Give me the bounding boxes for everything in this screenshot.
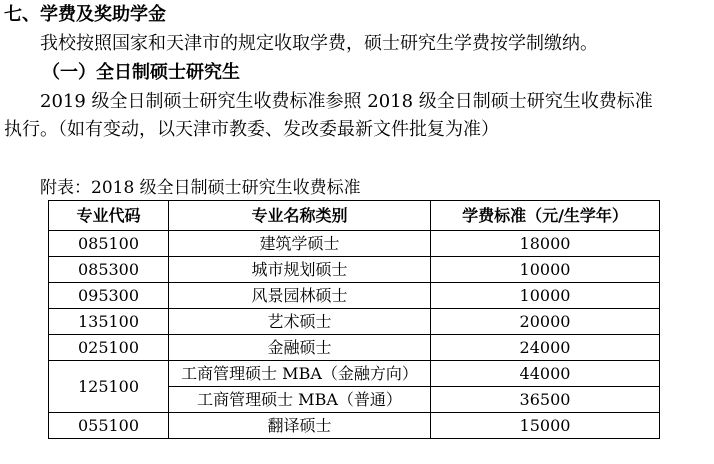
cell-name: 艺术硕士	[169, 309, 431, 335]
cell-name: 建筑学硕士	[169, 231, 431, 257]
cell-name: 翻译硕士	[169, 413, 431, 439]
cell-fee: 10000	[431, 257, 660, 283]
table-row	[49, 361, 660, 387]
table-caption: 附表：2018 级全日制硕士研究生收费标准	[40, 178, 361, 198]
fee-paragraph-line1: 2019 级全日制硕士研究生收费标准参照 2018 级全日制硕士研究生收费标准	[40, 91, 653, 112]
table-row	[49, 335, 660, 361]
subsection-title: （一）全日制硕士研究生	[42, 62, 240, 83]
cell-code: 085300	[49, 257, 169, 283]
cell-fee: 10000	[431, 283, 660, 309]
cell-code: 025100	[49, 335, 169, 361]
cell-fee: 20000	[431, 309, 660, 335]
cell-name: 工商管理硕士 MBA（普通）	[169, 387, 431, 413]
header-fee: 学费标准（元/生学年）	[431, 201, 660, 231]
cell-code: 125100	[49, 361, 169, 413]
cell-name: 工商管理硕士 MBA（金融方向）	[169, 361, 431, 387]
cell-name: 金融硕士	[169, 335, 431, 361]
cell-fee: 44000	[431, 361, 660, 387]
fee-table	[48, 200, 660, 439]
intro-paragraph: 我校按照国家和天津市的规定收取学费，硕士研究生学费按学制缴纳。	[40, 33, 598, 54]
section-title: 七、学费及奖助学金	[4, 4, 166, 25]
cell-name: 城市规划硕士	[169, 257, 431, 283]
table-row	[49, 231, 660, 257]
fee-paragraph-line2: 执行。（如有变动，以天津市教委、发改委最新文件批复为准）	[4, 119, 499, 140]
table-row	[49, 309, 660, 335]
cell-fee: 15000	[431, 413, 660, 439]
table-row	[49, 413, 660, 439]
cell-fee: 24000	[431, 335, 660, 361]
header-name: 专业名称类别	[169, 201, 431, 231]
header-code: 专业代码	[49, 201, 169, 231]
table-row	[49, 257, 660, 283]
cell-code: 085100	[49, 231, 169, 257]
cell-code: 095300	[49, 283, 169, 309]
cell-code: 135100	[49, 309, 169, 335]
cell-fee: 18000	[431, 231, 660, 257]
cell-name: 风景园林硕士	[169, 283, 431, 309]
cell-fee: 36500	[431, 387, 660, 413]
cell-code: 055100	[49, 413, 169, 439]
table-header-row	[49, 201, 660, 231]
table-row	[49, 283, 660, 309]
